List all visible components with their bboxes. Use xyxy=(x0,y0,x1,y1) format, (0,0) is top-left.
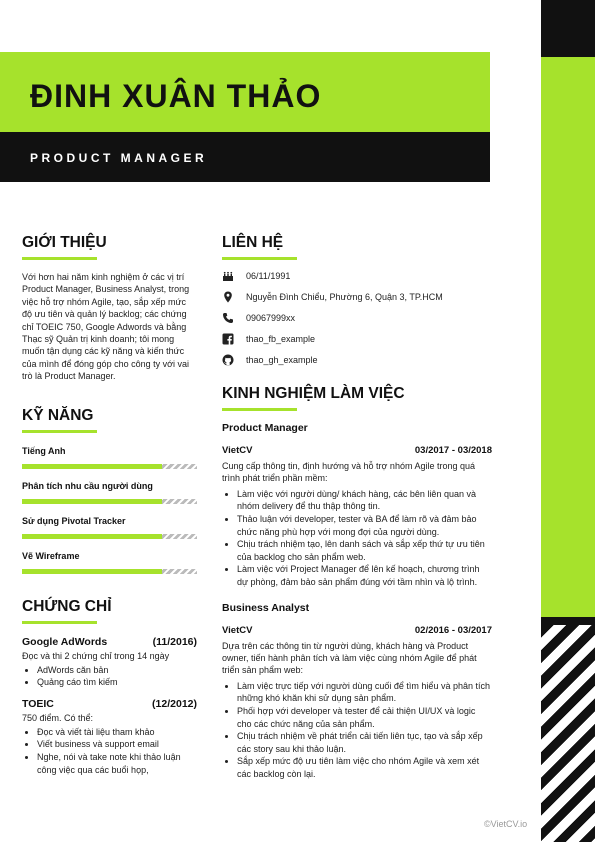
job-item xyxy=(222,602,492,781)
contact-row xyxy=(222,265,492,286)
job-title: Product Manager xyxy=(222,422,308,434)
cert-bullet: • Viết business và support email xyxy=(37,738,197,751)
job-bullet: • Sắp xếp mức độ ưu tiên làm việc cho nhóm Agile và xem xét các backlog còn lại. xyxy=(237,755,492,780)
cert-bullet: • Quảng cáo tìm kiếm xyxy=(37,676,197,689)
contact-birthday: 06/11/1991 xyxy=(246,270,291,281)
certs-title: CHỨNG CHỈ xyxy=(22,597,112,615)
job-bullet: • Chịu trách nhiệm về phát triển cải tiến liên tục, tạo và sắp xếp các story sau khi thảo luận. xyxy=(237,730,492,755)
skill-bar xyxy=(22,569,197,574)
skill-bar-fill xyxy=(22,499,162,504)
cert-item xyxy=(22,636,197,689)
phone-icon xyxy=(222,312,234,324)
section-underline xyxy=(222,257,297,260)
intro-text: Với hơn hai năm kinh nghiệm ở các vị trí Product Manager, Business Analyst, trong việc hỗ trợ nhóm Agile, tạo, sắp xếp mức độ ưu tiên và quản lý backlog; các chứng chỉ TOEIC 750, Google Adwords và bằng Thạc sỹ Quản trị kinh doanh; tôi mong muốn tận dụng các kỹ năng và kiến thức của mình để đóng góp cho công ty với vai trò là Product Manager. xyxy=(22,272,190,382)
left-column xyxy=(22,234,197,776)
skill-name: Vẽ Wireframe xyxy=(22,550,80,561)
job-bullet: • Thảo luận với developer, tester và BA để làm rõ và đảm bảo chức năng phù hợp với mong đợi của người dùng. xyxy=(237,513,492,538)
watermark: ©VietCV.io xyxy=(484,819,528,829)
contact-row xyxy=(222,328,492,349)
skill-bar-fill xyxy=(22,534,162,539)
job-company: VietCV xyxy=(222,624,253,636)
skill-item xyxy=(22,551,197,574)
skill-bar xyxy=(22,464,197,469)
cert-bullet: • AdWords căn bản xyxy=(37,664,197,677)
job-bullet: • Làm việc với Project Manager để lên kế hoạch, chương trình dự phòng, đảm bảo sản phẩm đúng với tầm nhìn và lộ trình. xyxy=(237,563,492,588)
skill-name: Sử dụng Pivotal Tracker xyxy=(22,515,126,526)
cert-name: TOEIC xyxy=(22,697,54,710)
side-decor-green xyxy=(541,57,595,617)
cert-item xyxy=(22,698,197,776)
job-period: 03/2017 - 03/2018 xyxy=(414,445,492,456)
section-underline xyxy=(22,257,97,260)
birthday-cake-icon xyxy=(222,270,234,282)
facebook-icon xyxy=(222,333,234,345)
job-desc: Cung cấp thông tin, định hướng và hỗ trợ nhóm Agile trong quá trình phát triển phần mềm: xyxy=(222,461,475,484)
skill-item xyxy=(22,481,197,504)
intro-title: GIỚI THIỆU xyxy=(22,234,107,251)
contact-phone: 09067999xx xyxy=(246,312,296,323)
cert-desc: Đọc và thi 2 chứng chỉ trong 14 ngày xyxy=(22,650,170,661)
right-column xyxy=(222,234,492,781)
skills-title: KỸ NĂNG xyxy=(22,406,94,424)
contact-row xyxy=(222,307,492,328)
skill-name: Tiếng Anh xyxy=(22,445,66,456)
cert-bullet: • Nghe, nói và take note khi thảo luận công việc qua các buổi họp, xyxy=(37,751,197,776)
skill-bar xyxy=(22,499,197,504)
section-underline xyxy=(22,430,97,433)
job-company: VietCV xyxy=(222,445,253,456)
section-underline xyxy=(222,408,297,411)
cert-desc: 750 điểm. Có thể: xyxy=(22,712,94,723)
job-bullet: • Làm việc với người dùng/ khách hàng, các bên liên quan và nhóm delivery để thu thập thông tin. xyxy=(237,488,492,513)
experience-title: KINH NGHIỆM LÀM VIỆC xyxy=(222,385,405,402)
skill-item xyxy=(22,516,197,539)
candidate-role: PRODUCT MANAGER xyxy=(30,151,208,165)
skill-item xyxy=(22,446,197,469)
section-underline xyxy=(22,621,97,624)
side-decor-stripes xyxy=(541,625,595,842)
job-bullet: • Làm việc trực tiếp với người dùng cuối để tìm hiểu và phân tích những khó khăn khi sử dụng sản phẩm. xyxy=(237,680,492,705)
contact-address: Nguyễn Đình Chiểu, Phường 6, Quận 3, TP.HCM xyxy=(246,291,443,302)
cert-name: Google AdWords xyxy=(22,635,108,648)
contact-github: thao_gh_example xyxy=(246,354,318,365)
skill-bar-fill xyxy=(22,464,162,469)
cert-bullet: • Đọc và viết tài liệu tham khảo xyxy=(37,726,197,739)
contact-row xyxy=(222,286,492,307)
cert-date: (12/2012) xyxy=(152,697,197,710)
skill-name: Phân tích nhu cầu người dùng xyxy=(22,480,153,491)
contact-facebook: thao_fb_example xyxy=(246,333,316,344)
contact-row xyxy=(222,349,492,370)
job-period: 02/2016 - 03/2017 xyxy=(414,624,492,636)
job-bullet: • Phối hợp với developer và tester để cải thiện UI/UX và logic cho các chức năng của sản phẩm. xyxy=(237,705,492,730)
job-desc: Dựa trên các thông tin từ người dùng, khách hàng và Product owner, tiến hành phân tích và làm việc cùng nhóm Agile để phát triển sản phẩm web: xyxy=(222,640,477,676)
github-icon xyxy=(222,354,234,366)
contact-title: LIÊN HỆ xyxy=(222,234,284,251)
job-item xyxy=(222,422,492,589)
job-title: Business Analyst xyxy=(222,601,310,614)
skill-bar-fill xyxy=(22,569,162,574)
skill-bar xyxy=(22,534,197,539)
cert-date: (11/2016) xyxy=(152,635,197,648)
contact-list xyxy=(222,265,492,370)
location-pin-icon xyxy=(222,291,234,303)
job-bullet: • Chịu trách nhiệm tạo, lên danh sách và sắp xếp thứ tự ưu tiên của backlog cho sản phẩm web. xyxy=(237,538,492,563)
candidate-name: ĐINH XUÂN THẢO xyxy=(30,78,322,114)
